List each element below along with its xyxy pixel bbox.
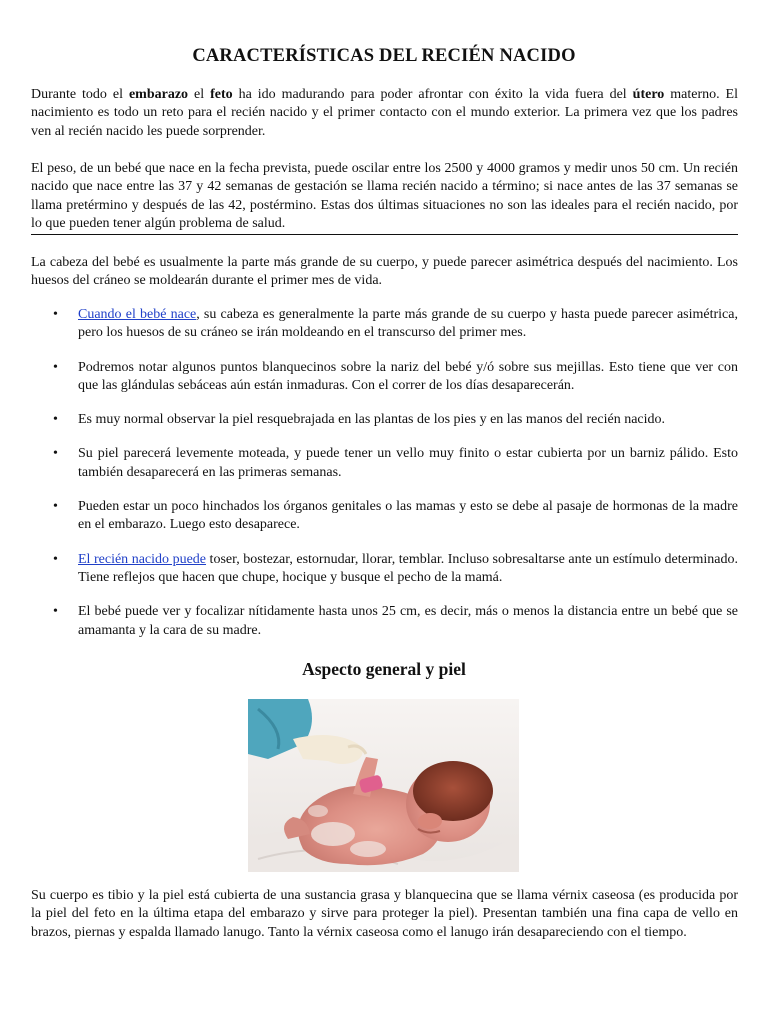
list-item-text: Su piel parecerá levemente moteada, y puede tener un vello muy finito o estar cubierta por un barniz pálido. Esto también desaparecerá en las primeras semanas.	[78, 446, 738, 480]
bold-term: feto	[210, 87, 233, 102]
text-run: el	[188, 87, 211, 102]
bold-term: embarazo	[128, 87, 189, 102]
list-item	[31, 445, 738, 482]
list-item	[31, 359, 738, 396]
text-run: Durante todo el	[31, 87, 129, 102]
newborn-photo	[248, 699, 519, 872]
page-title: CARACTERÍSTICAS DEL RECIÉN NACIDO	[192, 46, 576, 66]
characteristics-list	[31, 306, 738, 640]
bold-term: útero	[632, 87, 665, 102]
list-item-text: , su cabeza es generalmente la parte más grande de su cuerpo y hasta puede parecer asimétrica, pero los huesos de su cráneo se irán moldeando en el transcurso del primer mes.	[78, 307, 738, 341]
birth-link[interactable]: Cuando el bebé nace	[78, 307, 197, 322]
list-item	[31, 306, 738, 343]
text-run: materno. El nacimiento es todo un reto para el recién nacido y el primer contacto con el mundo exterior. La primera vez que los padres ven al recién nacido les puede sorprender.	[31, 87, 739, 139]
list-item-text: Podremos notar algunos puntos blanquecinos sobre la nariz del bebé y/ó sobre sus mejillas. Esto tiene que ver con que las glándulas sebáceas aún están inmaduras. Con el correr de los días desaparecerán.	[78, 359, 738, 393]
list-item-text: Pueden estar un poco hinchados los órganos genitales o las mamas y esto se debe al pasaje de hormonas de la madre en el embarazo. Luego esto desaparece.	[78, 499, 738, 533]
head-paragraph: La cabeza del bebé es usualmente la parte más grande de su cuerpo, y puede parecer asimétrica después del nacimiento. Los huesos del cráneo se moldearán durante el primer mes de vida.	[31, 255, 738, 289]
weight-paragraph: El peso, de un bebé que nace en la fecha prevista, puede oscilar entre los 2500 y 4000 gramos y medir unos 50 cm. Un recién nacido que nace entre las 37 y 42 semanas de gestación se llama recién nacido a término; si nace antes de las 37 semanas se llama pretérmino y después de las 42, postérmino. Estas dos últimas situaciones no son las ideales para el recién nacido, por lo que pueden tener algún problema de salud.	[31, 160, 738, 235]
list-item-text: Es muy normal observar la piel resquebrajada en las plantas de los pies y en las manos del recién nacido.	[78, 412, 666, 428]
newborn-link[interactable]: El recién nacido puede	[78, 551, 207, 567]
list-item	[31, 551, 738, 588]
skin-paragraph: Su cuerpo es tibio y la piel está cubierta de una sustancia grasa y blanquecina que se llama vérnix caseosa (es producida por la piel del feto en la última etapa del embarazo y sirve para proteger la piel). Presentan también una fina capa de vello en brazos, piernas y espalda llamado lanugo. Tanto la vérnix caseosa como el lanugo irán desapareciendo con el tiempo.	[31, 888, 738, 940]
intro-paragraph	[31, 86, 738, 141]
list-item-text: El bebé puede ver y focalizar nítidamente hasta unos 25 cm, es decir, más o menos la distancia entre un bebé que se amamanta y la cara de su madre.	[78, 604, 738, 638]
list-item	[31, 411, 738, 429]
text-run: ha ido madurando para poder afrontar con éxito la vida fuera del	[232, 87, 633, 102]
list-item-text: toser, bostezar, estornudar, llorar, temblar. Incluso sobresaltarse ante un estímulo determinado. Tiene reflejos que hacen que chupe, hocique y busque el pecho de la mamá.	[78, 551, 738, 585]
section-heading: Aspecto general y piel	[302, 659, 466, 679]
list-item	[31, 498, 738, 535]
list-item	[31, 603, 738, 640]
